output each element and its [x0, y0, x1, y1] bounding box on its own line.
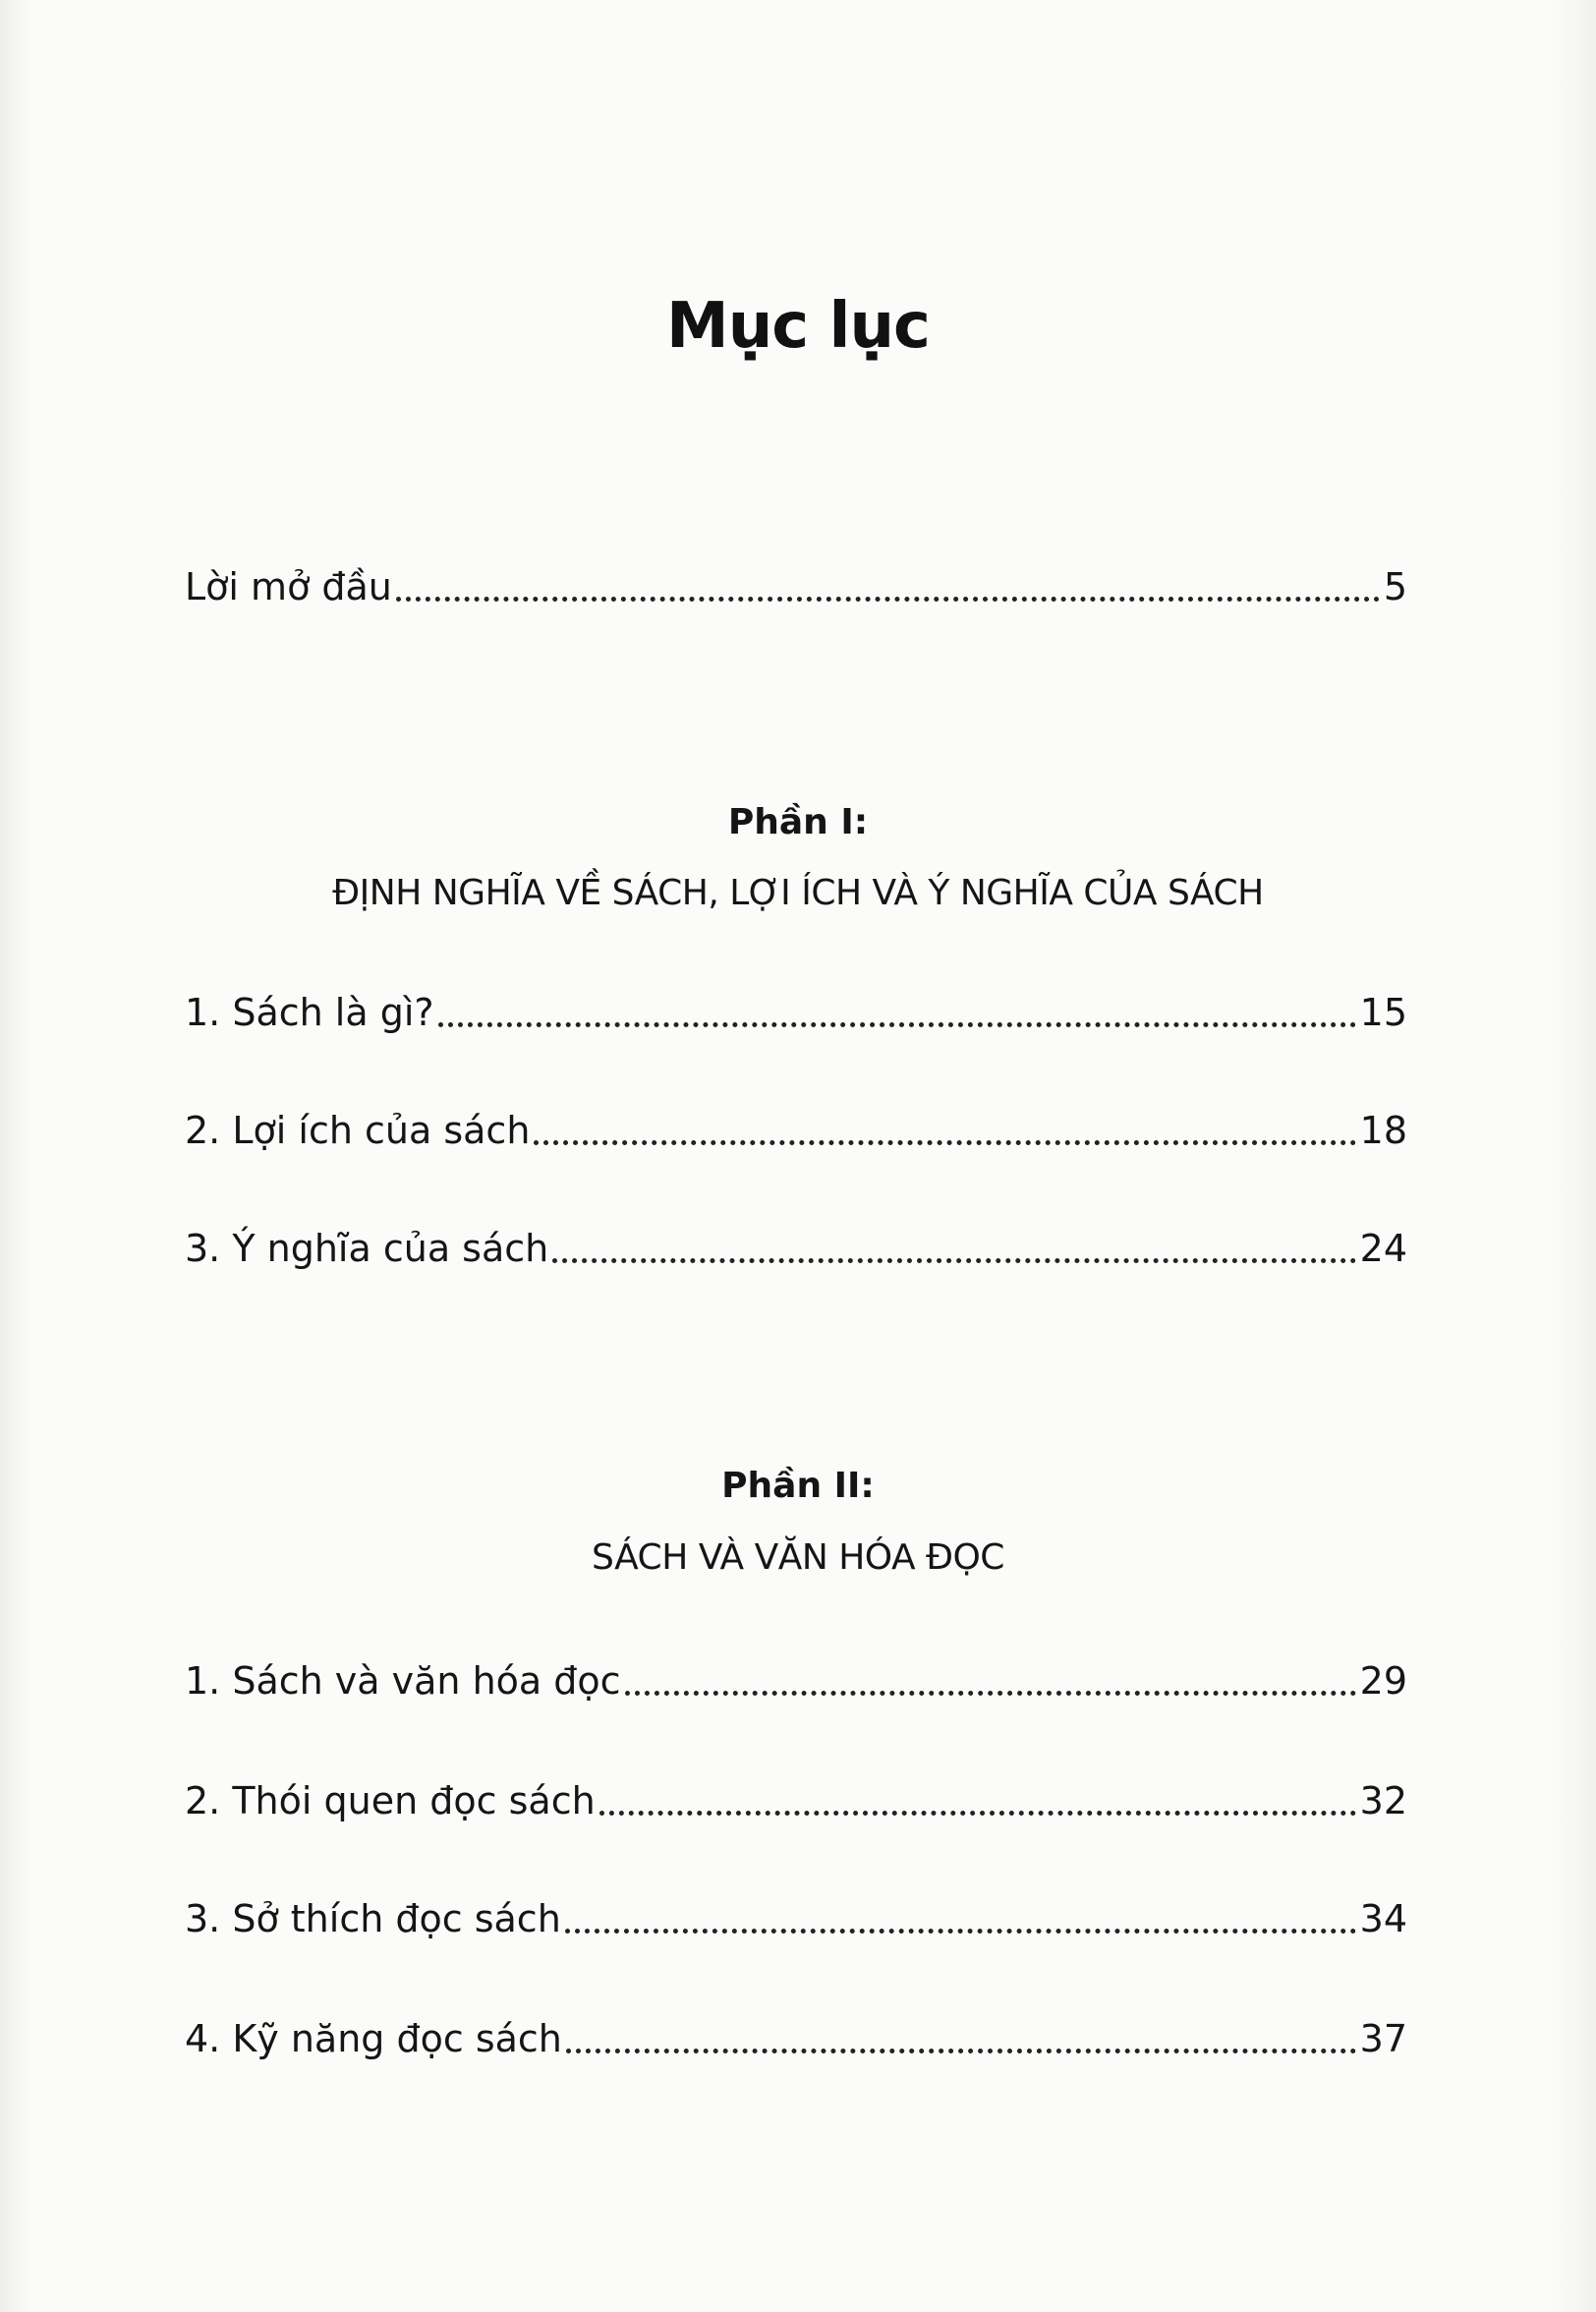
toc-entry-page: 37: [1359, 2017, 1407, 2060]
toc-entry-intro: [185, 565, 1407, 610]
dot-leader: [396, 597, 1380, 602]
toc-entry-page: 29: [1359, 1659, 1407, 1703]
toc-entry-label: 3. Ý nghĩa của sách: [185, 1227, 549, 1270]
dot-leader: [599, 1811, 1356, 1816]
toc-entry-page: 32: [1359, 1779, 1407, 1822]
dot-leader: [625, 1691, 1356, 1696]
page-title: Mục lục: [666, 290, 930, 363]
part-1-subtitle: ĐỊNH NGHĨA VỀ SÁCH, LỢI ÍCH VÀ Ý NGHĨA CỦA SÁCH: [332, 873, 1264, 913]
toc-entry-label: 3. Sở thích đọc sách: [185, 1897, 561, 1940]
toc-entry-label: 4. Kỹ năng đọc sách: [185, 2017, 562, 2060]
dot-leader: [566, 2049, 1356, 2053]
toc-entry: [185, 1109, 1407, 1154]
toc-entry-label: 2. Lợi ích của sách: [185, 1109, 531, 1152]
toc-entry-page: 5: [1383, 565, 1407, 608]
toc-entry: [185, 1897, 1407, 1942]
toc-entry: [185, 1779, 1407, 1824]
toc-entry: [185, 1659, 1407, 1705]
toc-entry: [185, 2017, 1407, 2062]
part-2-heading: Phần II:: [721, 1466, 875, 1506]
toc-entry-label: 1. Sách và văn hóa đọc: [185, 1659, 621, 1703]
part-1-heading: Phần I:: [727, 802, 869, 842]
toc-entry-label: 1. Sách là gì?: [185, 991, 434, 1034]
toc-entry-label: 2. Thói quen đọc sách: [185, 1779, 596, 1822]
toc-entry: [185, 991, 1407, 1036]
toc-entry: [185, 1227, 1407, 1272]
dot-leader: [438, 1022, 1356, 1027]
toc-entry-page: 15: [1359, 991, 1407, 1034]
toc-entry-page: 34: [1359, 1897, 1407, 1940]
dot-leader: [534, 1140, 1355, 1145]
dot-leader: [565, 1929, 1356, 1934]
dot-leader: [552, 1258, 1355, 1263]
toc-entry-page: 18: [1359, 1109, 1407, 1152]
toc-entry-label: Lời mở đầu: [185, 565, 392, 608]
part-2-subtitle: SÁCH VÀ VĂN HÓA ĐỌC: [592, 1537, 1004, 1578]
toc-entry-page: 24: [1359, 1227, 1407, 1270]
